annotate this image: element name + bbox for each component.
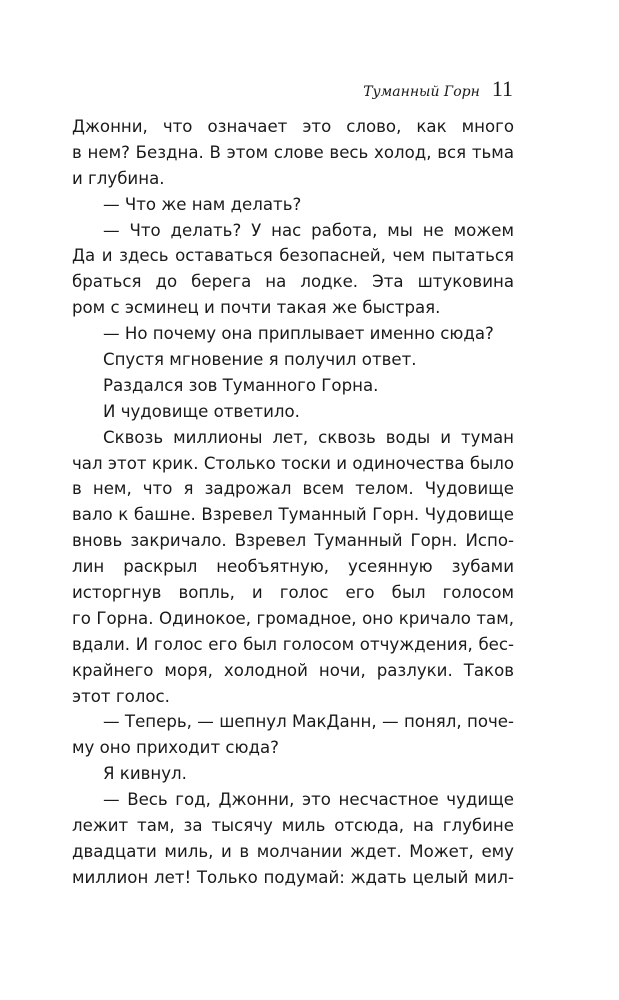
text-line: Да и здесь оставаться безопасней, чем пытаться <box>72 246 514 266</box>
body-text <box>72 114 514 891</box>
page-number: 11 <box>491 76 513 101</box>
text-line: — Что делать? У нас работа, мы не можем <box>103 220 514 240</box>
text-line: Я кивнул. <box>103 764 187 784</box>
running-head: Туманный Горн <box>363 84 480 100</box>
text-line: Джонни, что означает это слово, как много <box>72 117 514 136</box>
page-header <box>363 76 513 102</box>
text-line: крайнего моря, холодной ночи, разлуки. Таков <box>72 660 514 680</box>
text-line: го Горна. Одинокое, громадное, оно кричало там, <box>72 608 514 628</box>
text-line: вало к башне. Взревел Туманный Горн. Чудовище <box>72 505 514 525</box>
text-line: браться до берега на лодке. Эта штуковина <box>72 272 514 292</box>
text-line: лин раскрыл необъятную, усеянную зубами <box>72 557 514 577</box>
text-line: миллион лет! Только подумай: ждать целый мил- <box>72 867 514 887</box>
text-line: — Весь год, Джонни, это несчастное чудище <box>103 790 514 810</box>
text-line: И чудовище ответило. <box>103 401 300 421</box>
text-line: вновь закричало. Взревел Туманный Горн. Испо- <box>72 531 514 551</box>
text-line: лежит там, за тысячу миль отсюда, на глубине <box>72 816 514 836</box>
text-line: — Что же нам делать? <box>103 194 302 214</box>
text-line: этот голос. <box>72 686 170 706</box>
text-line: чал этот крик. Столько тоски и одиночества было <box>72 453 514 473</box>
text-line: му оно приходит сюда? <box>72 738 279 758</box>
text-line: — Но почему она приплывает именно сюда? <box>103 324 494 344</box>
text-line: и глубина. <box>72 168 165 188</box>
text-line: Сквозь миллионы лет, сквозь воды и туман <box>103 427 514 447</box>
text-line: в нем, что я задрожал всем телом. Чудовище <box>72 479 514 499</box>
text-line: двадцати миль, и в молчании ждет. Может, ему <box>72 841 514 861</box>
text-line: ром с эсминец и почти такая же быстрая. <box>72 298 441 318</box>
text-line: Спустя мгновение я получил ответ. <box>103 350 417 370</box>
text-line: исторгнув вопль, и голос его был голосом <box>72 583 514 603</box>
text-line: вдали. И голос его был голосом отчуждения, бес- <box>72 634 514 654</box>
text-line: — Теперь, — шепнул МакДанн, — понял, поче- <box>103 712 514 732</box>
text-line: Раздался зов Туманного Горна. <box>103 375 379 395</box>
text-line: в нем? Бездна. В этом слове весь холод, вся тьма <box>72 142 514 162</box>
